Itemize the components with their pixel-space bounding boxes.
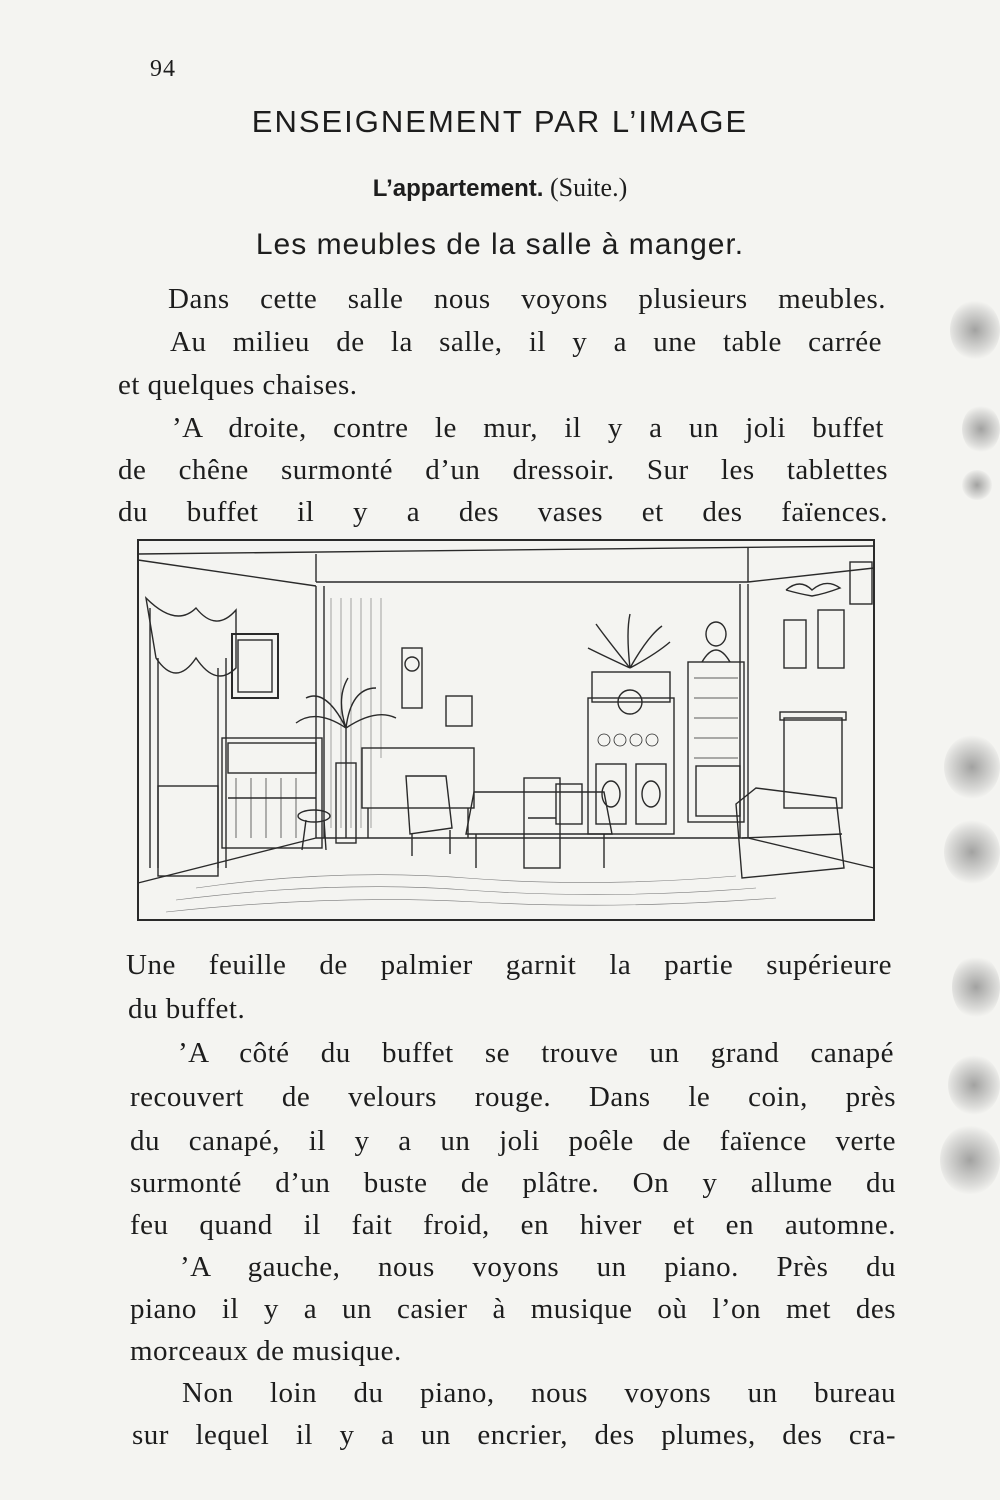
lesson-subtitle-suite: (Suite.) xyxy=(549,173,628,202)
page-stain xyxy=(952,955,1000,1019)
text-line: feu quand il fait froid, en hiver et en automne. xyxy=(130,1209,896,1241)
text-line: piano il y a un casier à musique où l’on met des xyxy=(130,1293,896,1325)
page-stain xyxy=(962,405,1000,453)
lesson-subtitle-bold: L’appartement. xyxy=(372,175,544,202)
lesson-subtitle xyxy=(0,173,1000,203)
text-line: morceaux de musique. xyxy=(130,1335,402,1367)
text-line: ʼA droite, contre le mur, il y a un joli buffet xyxy=(172,412,884,444)
page-number: 94 xyxy=(150,56,176,82)
text-line: surmonté d’un buste de plâtre. On y allume du xyxy=(130,1167,896,1199)
text-line: ʼA gauche, nous voyons un piano. Près du xyxy=(180,1251,896,1283)
section-heading: Les meubles de la salle à manger. xyxy=(255,228,745,261)
text-line: Au milieu de la salle, il y a une table carrée xyxy=(170,326,882,358)
page-stain xyxy=(948,1055,1000,1115)
text-line: du canapé, il y a un joli poêle de faïence verte xyxy=(130,1125,896,1157)
text-line: et quelques chaises. xyxy=(118,369,358,401)
page-stain xyxy=(950,300,1000,360)
text-line: Une feuille de palmier garnit la partie supérieure xyxy=(126,949,892,981)
text-line: de chêne surmonté d’un dressoir. Sur les tablettes xyxy=(118,454,888,486)
page-stain xyxy=(962,470,992,500)
text-line: du buffet. xyxy=(128,993,246,1025)
page-stain xyxy=(944,820,1000,884)
text-line: du buffet il y a des vases et des faïences. xyxy=(118,496,888,528)
text-line: sur lequel il y a un encrier, des plumes, des cra- xyxy=(132,1419,896,1451)
page-stain xyxy=(944,735,1000,799)
page-title: ENSEIGNEMENT PAR L’IMAGE xyxy=(251,104,749,139)
page-stain xyxy=(940,1125,1000,1195)
dining-room-illustration xyxy=(136,538,876,922)
text-line: recouvert de velours rouge. Dans le coin, près xyxy=(130,1081,896,1113)
text-line: ʼA côté du buffet se trouve un grand canapé xyxy=(178,1037,894,1069)
text-line: Dans cette salle nous voyons plusieurs meubles. xyxy=(168,283,886,315)
text-line: Non loin du piano, nous voyons un bureau xyxy=(182,1377,896,1409)
